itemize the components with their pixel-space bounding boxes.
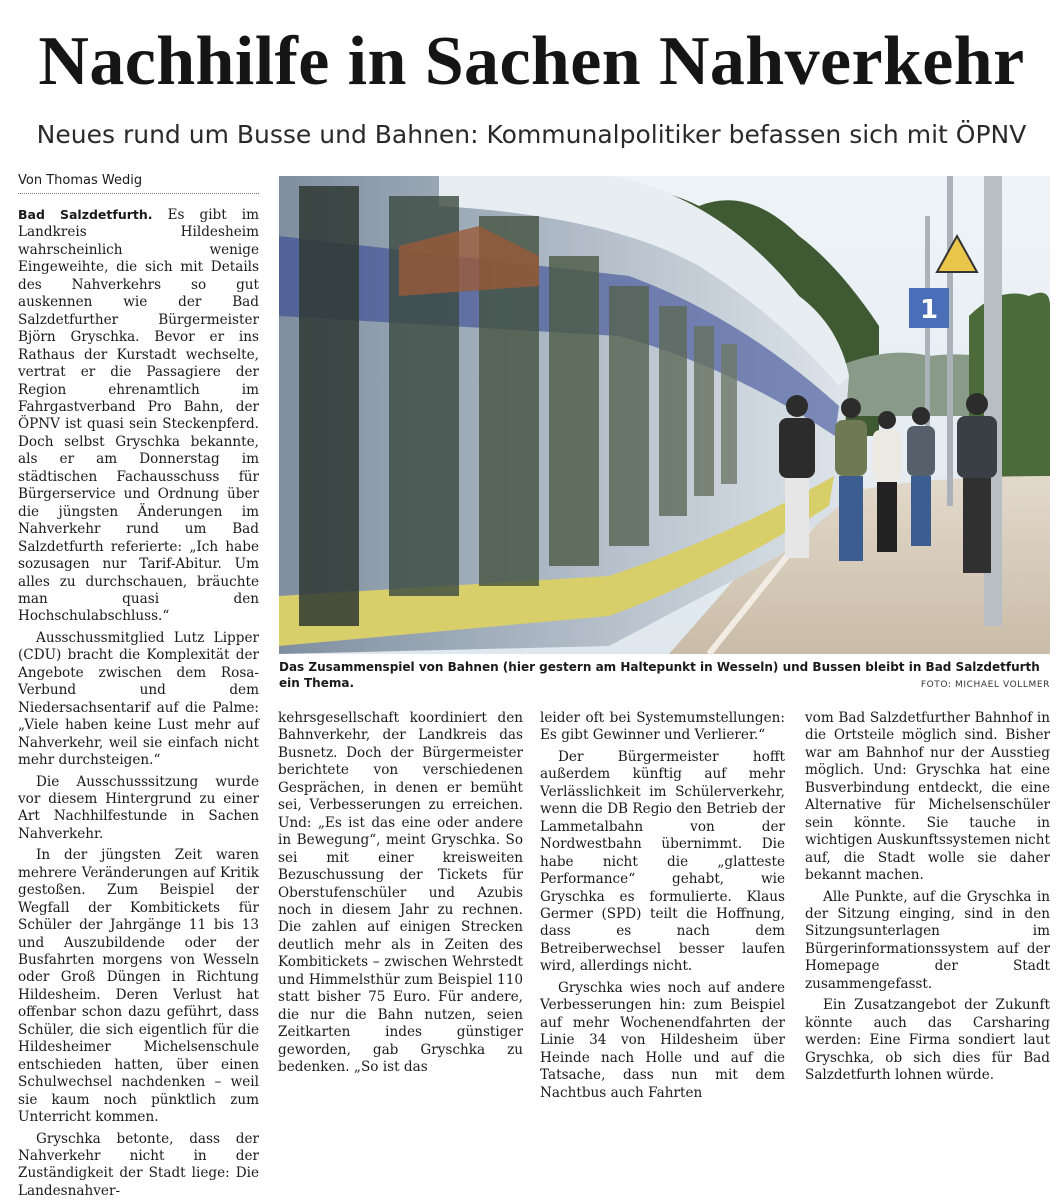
subheadline: Neues rund um Busse und Bahnen: Kommunalpolitiker befassen sich mit ÖPNV [36,120,1027,149]
byline: Von Thomas Wedig [18,172,259,194]
paragraph: kehrsgesellschaft koordiniert den Bahnverkehr, der Landkreis das Busnetz. Doch der Bürgermeister berichtete von verschiedenen Gesprächen, in denen er bemüht sei, Verbesserungen zu erreichen. Und: „Es ist das eine oder andere in Bewegung“, meint Gryschka. So sei mit einer kreisweiten Bezuschussung der Tickets für Oberstufenschüler und Azubis noch in diesem Jahr zu rechnen. Die zahlen auf einigen Strecken deutlich mehr als in Zeiten des Kombitickets – zwischen Wehrstedt und Himmelsthür zum Beispiel 110 statt bisher 75 Euro. Für andere, die nur die Bahn nutzen, seien Zeitkarten indes günstiger geworden, gab Gryschka zu bedenken. „So ist das [278,710,523,1076]
paragraph: leider oft bei Systemumstellungen: Es gibt Gewinner und Verlierer.“ [540,710,785,744]
paragraph: Ausschussmitglied Lutz Lipper (CDU) bracht die Komplexität der Angebote zwischen dem Rosa-Verbund und dem Niedersachsentarif auf die Palme: „Viele haben keine Lust mehr auf Nahverkehr, weil sie einfach nicht mehr durchsteigen.“ [18,629,259,769]
photo-credit: FOTO: MICHAEL VOLLMER [920,680,1050,690]
news-photo [279,176,1050,654]
train-door [299,186,359,626]
paragraph: Gryschka wies noch auf andere Verbesserungen hin: zum Beispiel auf mehr Wochenendfahrten der Linie 34 von Hildesheim über Heinde nach Holle und auf die Tatsache, dass nun mit dem Nachtbus auch Fahrten [540,979,785,1101]
train-station-illustration [279,176,1050,654]
train-window [659,306,687,516]
paragraph-text: Es gibt im Landkreis Hildesheim wahrscheinlich wenige Eingeweihte, die sich mit Details des Nahverkehrs so gut auskennen wie der Bad Salzdetfurther Bürgermeister Björn Gryschka. Bevor er ins Rathaus der Kurstadt wechselte, vertrat er die Passagiere der Region ehrenamtlich im Fahrgastverband Pro Bahn, der ÖPNV ist quasi sein Steckenpferd. Doch selbst Gryschka bekannte, als er am Donnerstag im städtischen Fachausschuss für Bürgerservice und Ordnung über die jüngsten Änderungen im Nahverkehr rund um Bad Salzdetfurth referierte: „Ich habe sozusagen nur Tarif-Abitur. Um alles zu durchschauen, bräuchte man quasi den Hochschulabschluss.“ [18,207,259,625]
headline: Nachhilfe in Sachen Nahverkehr [38,23,1025,100]
article-column-2 [278,710,523,1076]
paragraph [18,206,259,626]
paragraph: vom Bad Salzdetfurther Bahnhof in die Ortsteile möglich sind. Bisher war am Bahnhof nur der Ausstieg möglich. Und: Gryschka hat eine Busverbindung entdeckt, die eine Alternative für Michelsenschüler sein könnte. Sie tauche in wichtigen Auskunftssystemen nicht auf, die Stadt wolle sie daher bekannt machen. [805,710,1050,884]
platform-sign-number: 1 [919,295,939,325]
train-window [694,326,714,496]
article-column-3 [540,710,785,1101]
photo-caption: Das Zusammenspiel von Bahnen (hier gestern am Haltepunkt in Wesseln) und Bussen bleibt in Bad Salzdetfurth ein Thema. [279,660,1040,690]
train-window [549,256,599,566]
pole [947,176,953,506]
paragraph: Ein Zusatzangebot der Zukunft könnte auch das Carsharing werden: Eine Firma sondiert laut Gryschka, ob sich dies für Bad Salzdetfurth lohnen würde. [805,997,1050,1084]
paragraph: In der jüngsten Zeit waren mehrere Veränderungen auf Kritik gestoßen. Zum Beispiel der Wegfall der Kombitickets für Schüler der Jahrgänge 11 bis 13 und Auszubildende oder der Busfahrten morgens von Wesseln oder Groß Düngen in Richtung Hildesheim. Deren Verlust hat offenbar schon dazu geführt, dass Schüler, die sich eigentlich für die Hildesheimer Michelsenschule entschieden hatten, über einen Schulwechsel nachdenken – weil sie kaum noch pünktlich zum Unterricht kommen. [18,847,259,1126]
train-window [609,286,649,546]
paragraph: Die Ausschusssitzung wurde vor diesem Hintergrund zu einer Art Nachhilfestunde in Sachen Nahverkehr. [18,773,259,842]
dateline: Bad Salzdetfurth. [18,207,153,222]
train-window [721,344,737,484]
paragraph: Gryschka betonte, dass der Nahverkehr nicht in der Zuständigkeit der Stadt liege: Die Landesnahver- [18,1130,259,1199]
paragraph: Alle Punkte, auf die Gryschka in der Sitzung einging, sind in den Sitzungsunterlagen im Bürgerinformationssystem auf der Homepage der Stadt zusammengefasst. [805,888,1050,992]
article-column-1 [18,206,259,1199]
article-column-4 [805,710,1050,1084]
paragraph: Der Bürgermeister hofft außerdem künftig auf mehr Verlässlichkeit im Schülerverkehr, wenn die DB Regio den Betrieb der Lammetalbahn von der Nordwestbahn übernimmt. Die habe nicht die „glatteste Performance“ gehabt, wie Gryschka es formulierte. Klaus Germer (SPD) teilt die Hoffnung, dass es nach dem Betreiberwechsel besser laufen wird, allerdings nicht. [540,748,785,975]
